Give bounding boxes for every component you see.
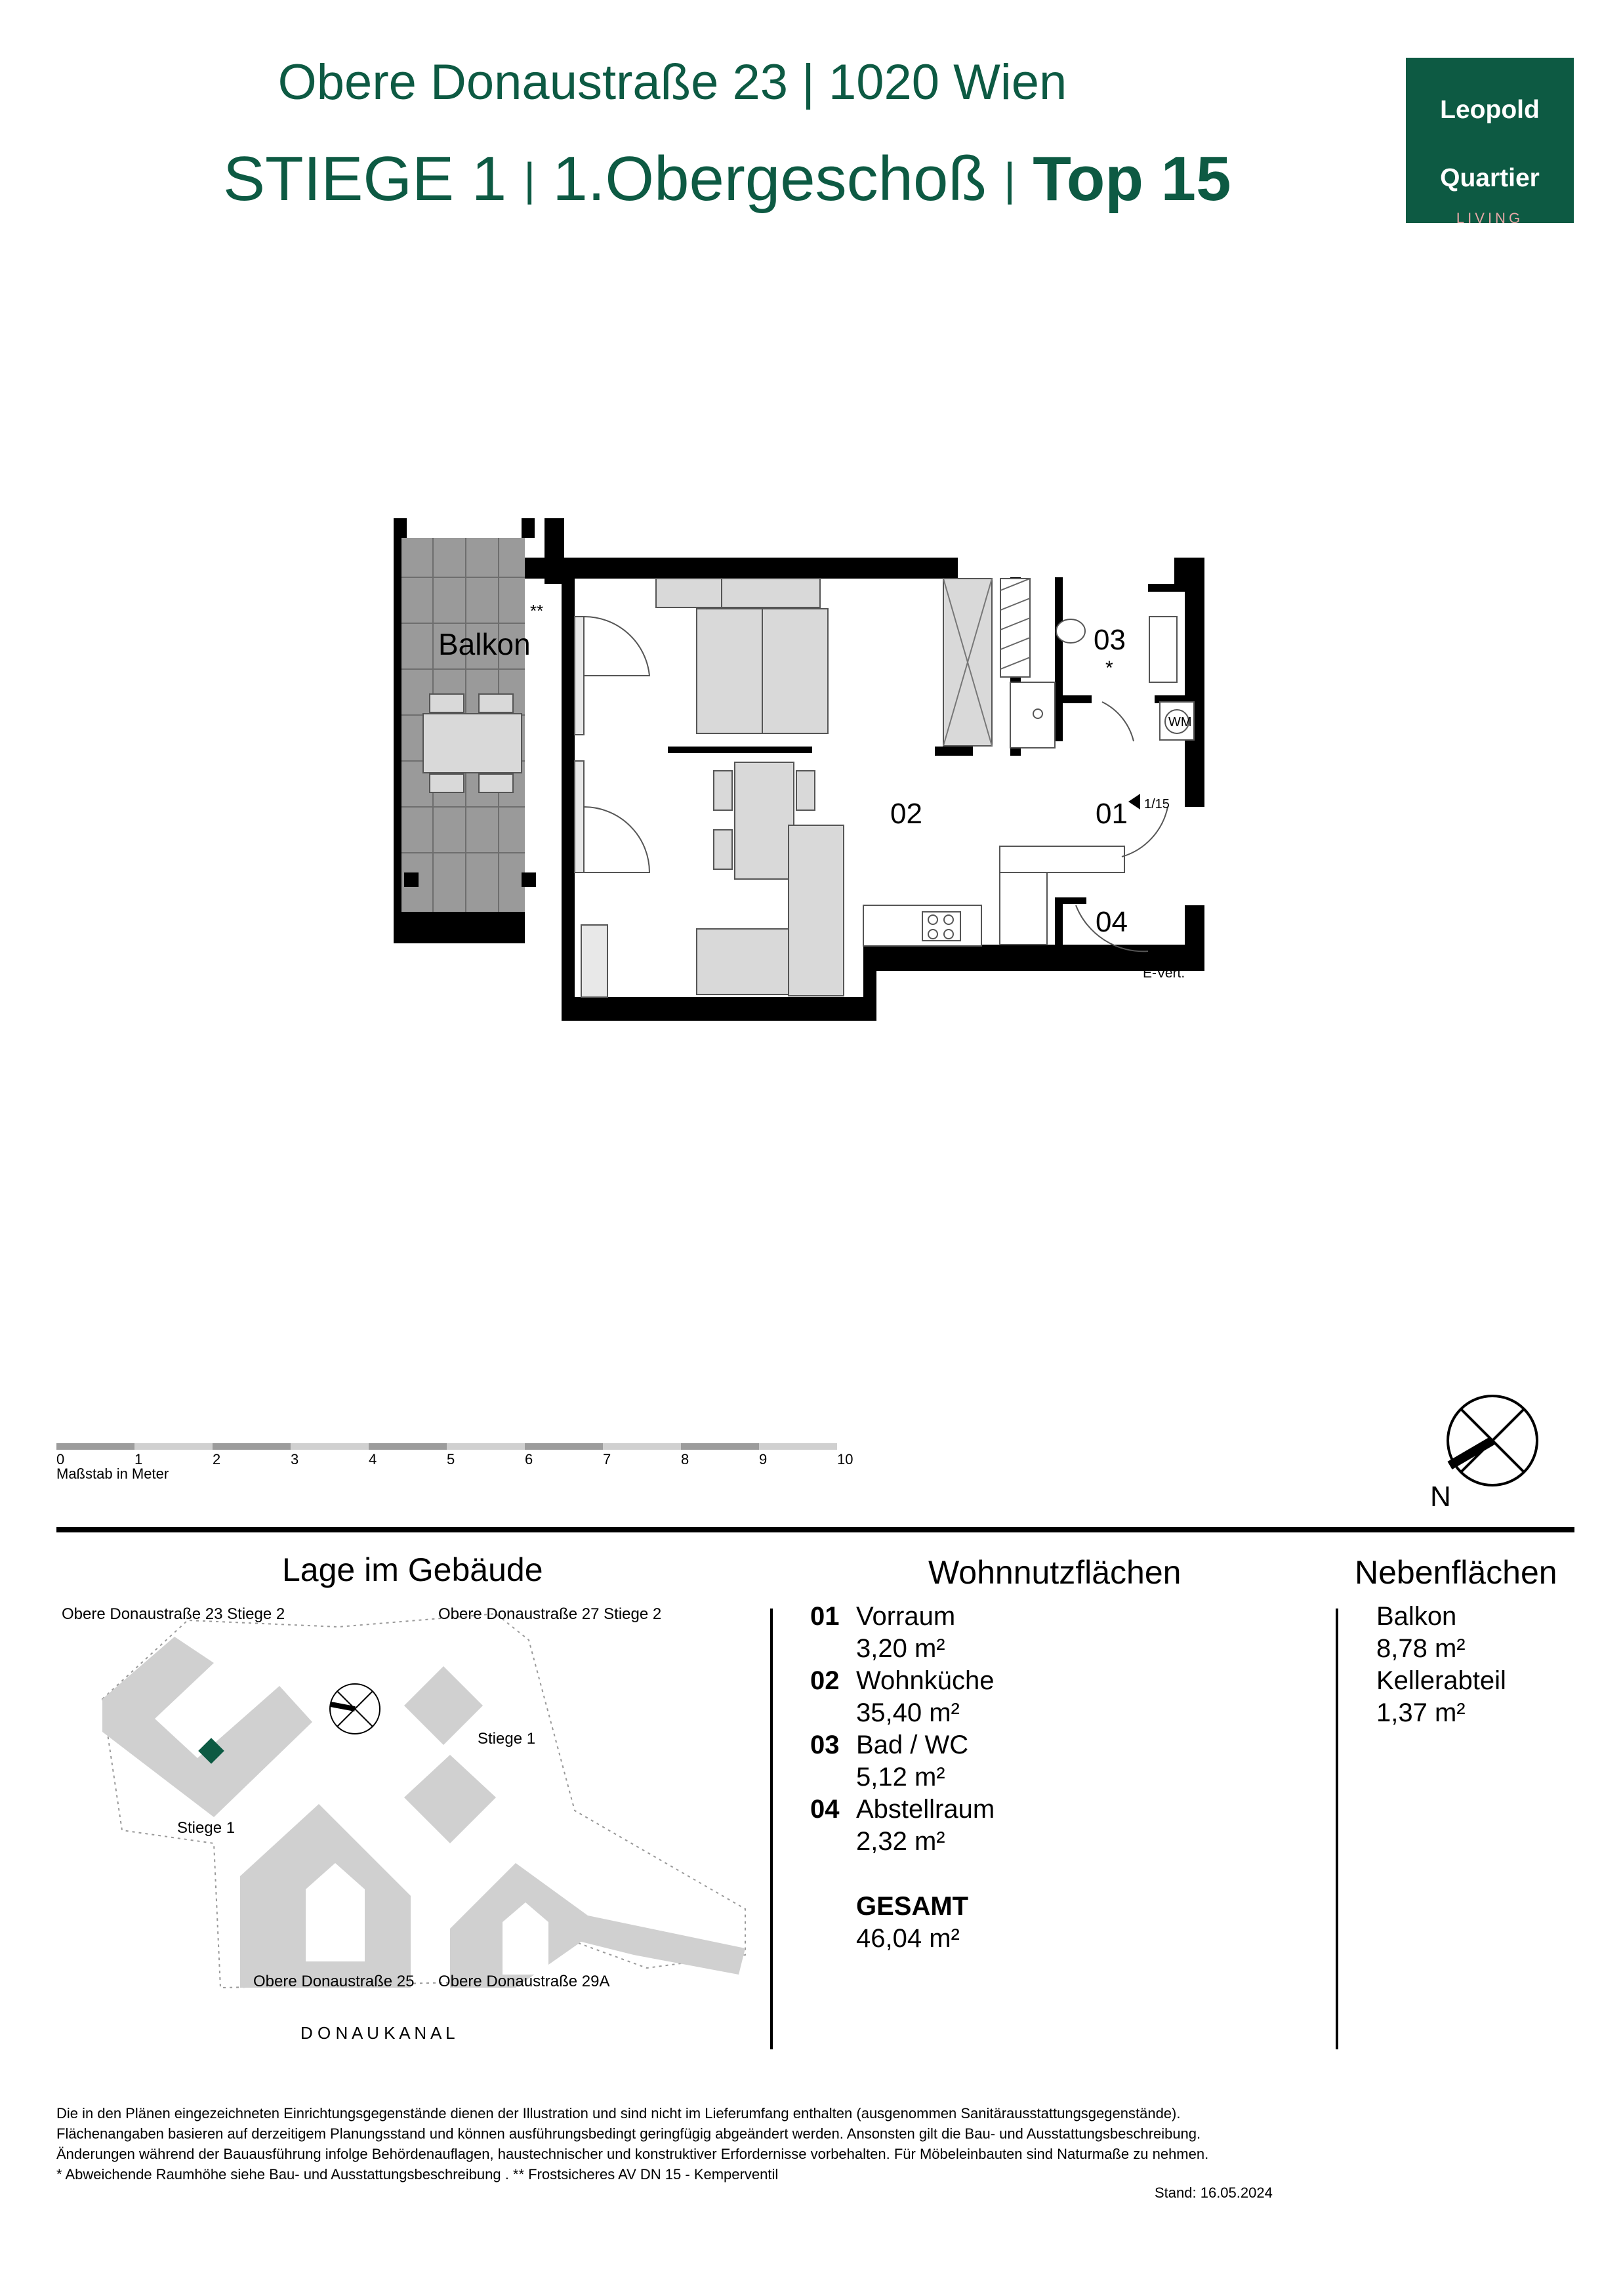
room-label-02: 02 (890, 798, 922, 830)
total (856, 1891, 968, 1955)
balcony-area (394, 518, 536, 943)
neben-area: 8,78 m² (1376, 1634, 1466, 1663)
scale-tick-label: 9 (759, 1451, 768, 1467)
neben-area: 1,37 m² (1376, 1698, 1466, 1727)
lage-heading: Lage im Gebäude (282, 1551, 543, 1588)
total-area: 46,04 m² (856, 1924, 960, 1953)
item-name: Abstellraum (856, 1795, 995, 1824)
scale-caption: Maßstab in Meter (56, 1466, 169, 1482)
logo-line-1: Leopold (1440, 96, 1540, 124)
room-label-01: 01 (1096, 798, 1128, 830)
list-item (810, 1665, 995, 1697)
disclaimer-line: * Abweichende Raumhöhe siehe Bau- und Ausstattungsbeschreibung . ** Frostsicheres AV DN 15 - Kemperventil (56, 2166, 779, 2183)
map-label: Stiege 1 (177, 1819, 236, 1837)
washbasin (1149, 617, 1177, 682)
map-label: Obere Donaustraße 25 (253, 1973, 415, 1990)
chair (479, 774, 513, 792)
item-area: 3,20 m² (856, 1634, 945, 1663)
buildings (102, 1637, 745, 1988)
balcony-note: ** (530, 601, 544, 621)
item-num: 04 (810, 1795, 840, 1824)
map-label: Obere Donaustraße 27 Stiege 2 (438, 1605, 662, 1623)
scale-tick-label: 8 (681, 1451, 689, 1467)
neben-name: Balkon (1376, 1602, 1457, 1631)
item-num: 02 (810, 1666, 840, 1695)
item-name: Vorraum (856, 1602, 956, 1631)
scale-bar (56, 1442, 870, 1488)
title-separator-2: | (1004, 154, 1016, 205)
disclaimer-line: Flächenangaben basieren auf derzeitigem Planungsstand und können ausführungsbedingt geringfügig abgeändert werden. Ansonsten gilt die Bau- und Ausstattungsbeschreibung. (56, 2125, 1201, 2142)
scale-tick-label: 3 (291, 1451, 299, 1467)
item-name: Wohnküche (856, 1666, 995, 1695)
wm-label: WM (1168, 715, 1192, 729)
shower (1010, 682, 1055, 748)
chair (430, 694, 464, 712)
address-title: Obere Donaustraße 23 | 1020 Wien (277, 54, 1067, 110)
map-label: Obere Donaustraße 29A (438, 1973, 610, 1990)
door-tag: 1/15 (1144, 797, 1170, 811)
compass-icon (1430, 1395, 1548, 1513)
toilet (1056, 619, 1085, 643)
total-label: GESAMT (856, 1892, 969, 1921)
disclaimer-line: Die in den Plänen eingezeichneten Einrichtungsgegenstände dienen der Illustration und sind nicht im Lieferumfang enthalten (ausgenommen Sanitärausstattungsgegenstände). (56, 2105, 1181, 2122)
brand-logo (1406, 58, 1574, 226)
floor-plan (380, 518, 1246, 1161)
item-area: 5,12 m² (856, 1763, 945, 1792)
balcony-label: Balkon (438, 627, 531, 661)
item-area: 35,40 m² (856, 1698, 960, 1727)
map-label: Stiege 1 (478, 1730, 536, 1748)
scale-tick-label: 5 (447, 1451, 455, 1467)
compass-north: N (1430, 1481, 1451, 1513)
stand-date: Stand: 16.05.2024 (1155, 2184, 1273, 2201)
room-label-04: 04 (1096, 906, 1128, 938)
room-label-03: 03 (1094, 624, 1126, 656)
unit-title (223, 143, 1231, 215)
disclaimer-line: Änderungen während der Bauausführung infolge Behördenauflagen, haustechnischer und konstruktiver Erfordernisse vorbehalten. Für Möbeleinbauten sind Naturmaße zu nehmen. (56, 2146, 1209, 2162)
neben-name: Kellerabteil (1376, 1666, 1506, 1695)
stiege-label: STIEGE 1 (223, 144, 507, 214)
chair (430, 774, 464, 792)
list-item (810, 1794, 995, 1826)
item-name: Bad / WC (856, 1731, 969, 1759)
scale-tick-label: 0 (56, 1451, 65, 1467)
floor-label: 1.Obergeschoß (552, 144, 987, 214)
item-num: 01 (810, 1602, 840, 1631)
list-item (810, 1601, 995, 1633)
wohn-heading: Wohnnutzflächen (928, 1554, 1181, 1591)
kitchen (863, 846, 1124, 946)
room-03-note: * (1105, 657, 1113, 679)
bed (656, 579, 828, 733)
column-divider (1336, 1609, 1338, 2049)
scale-tick-label: 1 (134, 1451, 143, 1467)
map-label: Obere Donaustraße 23 Stiege 2 (62, 1605, 285, 1623)
divider (56, 1527, 1574, 1532)
top-label: Top 15 (1033, 144, 1231, 214)
scale-tick-label: 4 (369, 1451, 377, 1467)
scale-tick-label: 2 (213, 1451, 221, 1467)
neben-list (1376, 1601, 1506, 1729)
logo-line-2: Quartier (1440, 164, 1540, 192)
scale-tick-label: 10 (837, 1451, 853, 1467)
title-separator: | (524, 154, 536, 205)
logo-line-3: LIVING (1456, 210, 1524, 226)
scale-tick-label: 7 (603, 1451, 611, 1467)
site-map (56, 1601, 771, 2047)
item-area: 2,32 m² (856, 1827, 945, 1856)
canal-label: D O N A U K A N A L (300, 2023, 455, 2043)
list-item (810, 1729, 995, 1761)
scale-tick-label: 6 (525, 1451, 533, 1467)
entrance-arrow-icon (1128, 794, 1140, 810)
item-num: 03 (810, 1731, 840, 1759)
fbh-label: FBH-Vert. (1135, 953, 1196, 968)
ev-label: E-Vert. (1143, 966, 1185, 981)
chair (479, 694, 513, 712)
neben-heading: Nebenflächen (1355, 1554, 1557, 1591)
balcony-table (423, 714, 522, 773)
disclaimer (56, 2103, 1283, 2184)
wohn-list (810, 1601, 995, 1858)
